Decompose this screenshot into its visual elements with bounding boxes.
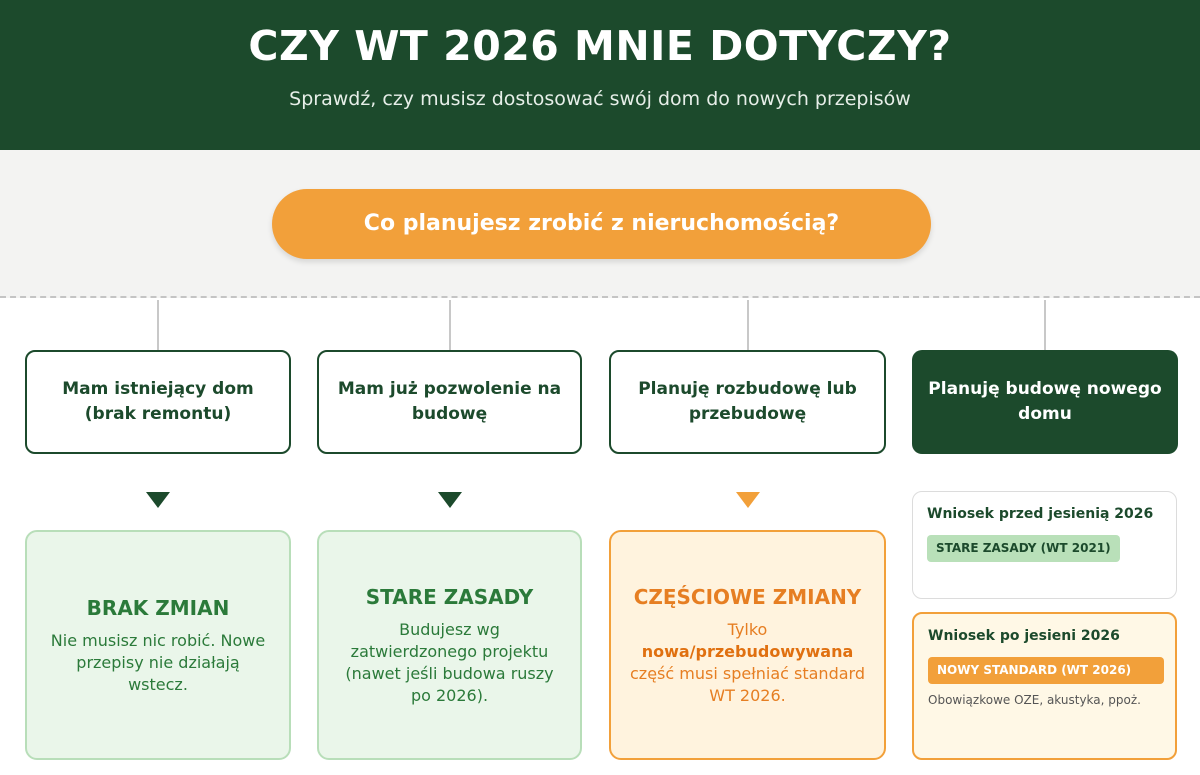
result-text: Budujesz wg zatwierdzonego projektu (nawet jeśli budowa ruszy po 2026). (345, 620, 554, 705)
connector-line-3 (747, 300, 749, 350)
connector-line-2 (449, 300, 451, 350)
option-label: Mam istniejący dom (brak remontu) (62, 379, 254, 424)
result-title: STARE ZASADY (365, 585, 534, 609)
status-badge: STARE ZASADY (WT 2021) (927, 535, 1120, 562)
result-old-rules (317, 530, 582, 760)
option-existing-house (25, 350, 291, 454)
status-badge: NOWY STANDARD (WT 2026) (928, 657, 1164, 684)
result-text: Nie musisz nic robić. Nowe przepisy nie działają wstecz. (50, 631, 266, 694)
option-label: Planuję budowę nowego domu (928, 379, 1162, 424)
card-heading: Wniosek po jesieni 2026 (928, 628, 1120, 644)
result-no-changes (25, 530, 291, 760)
page-title: CZY WT 2026 MNIE DOTYCZY? (248, 22, 952, 70)
card-heading: Wniosek przed jesienią 2026 (927, 506, 1154, 522)
question-pill: Co planujesz zrobić z nieruchomością? (272, 189, 931, 259)
result-text (629, 619, 866, 707)
arrow-down-icon (736, 492, 760, 508)
application-before-card (912, 491, 1177, 599)
application-after-card (912, 612, 1177, 760)
option-label: Mam już pozwolenie na budowę (337, 379, 562, 424)
option-building-permit (317, 350, 582, 454)
option-label: Planuję rozbudowę lub przebudowę (638, 379, 857, 424)
result-title: CZĘŚCIOWE ZMIANY (633, 585, 862, 609)
result-partial-changes (609, 530, 886, 760)
page-subtitle: Sprawdź, czy musisz dostosować swój dom do nowych przepisów (289, 88, 911, 110)
result-text-highlight: nowa/przebudowywana (641, 642, 854, 661)
option-extension (609, 350, 886, 454)
arrow-down-icon (146, 492, 170, 508)
connector-line-4 (1044, 300, 1046, 350)
result-title: BRAK ZMIAN (86, 596, 230, 620)
card-note: Obowiązkowe OZE, akustyka, ppoż. (928, 693, 1141, 707)
result-text-after: część musi spełniać standard WT 2026. (630, 664, 865, 705)
option-new-house (912, 350, 1178, 454)
connector-line-1 (157, 300, 159, 350)
arrow-down-icon (438, 492, 462, 508)
result-text-before: Tylko (727, 620, 768, 639)
